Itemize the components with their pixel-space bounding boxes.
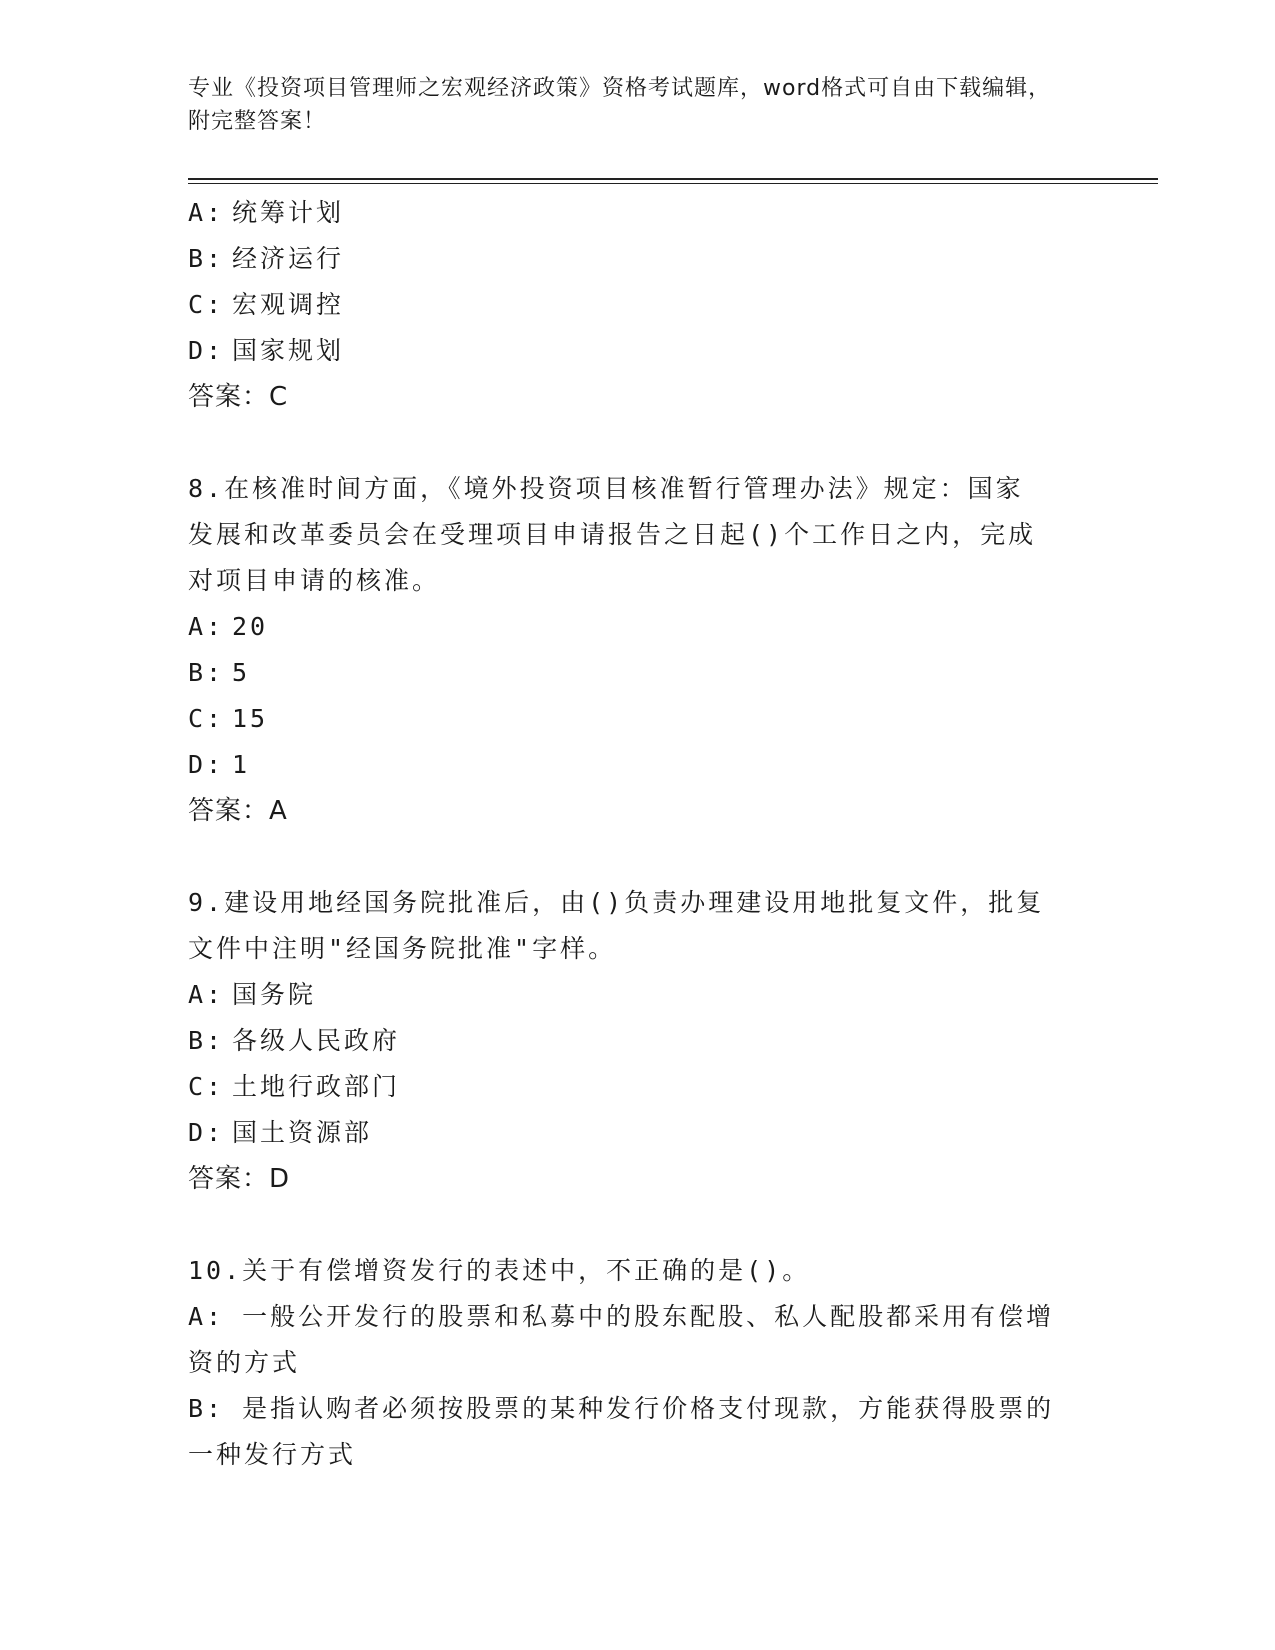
- option-c: C: 15: [188, 704, 269, 733]
- option-a: A: 国务院: [188, 980, 317, 1009]
- header-rule-thick: [188, 178, 1158, 180]
- option-a: A: 20: [188, 612, 269, 641]
- spacer: [188, 420, 1088, 466]
- question-10: [188, 1248, 1088, 1478]
- question-8: [188, 466, 1088, 834]
- answer-line: 答案：A: [188, 796, 288, 826]
- header-rule-thin: [188, 183, 1158, 184]
- question-text-line: 文件中注明"经国务院批准"字样。: [188, 934, 617, 963]
- option-b: B: 各级人民政府: [188, 1026, 401, 1055]
- question-text-line: 10.关于有偿增资发行的表述中，不正确的是()。: [188, 1256, 811, 1285]
- question-content: [188, 190, 1088, 1478]
- question-text-line: 8.在核准时间方面，《境外投资项目核准暂行管理办法》规定：国家: [188, 474, 1024, 503]
- option-c: C: 土地行政部门: [188, 1072, 401, 1101]
- question-text-line: 发展和改革委员会在受理项目申请报告之日起()个工作日之内，完成: [188, 520, 1037, 549]
- question-text-line: 9.建设用地经国务院批准后，由()负责办理建设用地批复文件，批复: [188, 888, 1045, 917]
- spacer: [188, 834, 1088, 880]
- option-a-line: 资的方式: [188, 1348, 301, 1377]
- document-header: 专业《投资项目管理师之宏观经济政策》资格考试题库，word格式可自由下载编辑，附完整答案！: [188, 76, 1052, 134]
- question-9: [188, 880, 1088, 1202]
- option-a: A: 统筹计划: [188, 198, 345, 227]
- option-b: B: 经济运行: [188, 244, 345, 273]
- option-b-line: 一种发行方式: [188, 1440, 357, 1469]
- question-7: [188, 190, 1088, 420]
- option-a-line: A: 一般公开发行的股票和私募中的股东配股、私人配股都采用有偿增: [188, 1302, 1055, 1331]
- option-c: C: 宏观调控: [188, 290, 345, 319]
- spacer: [188, 1202, 1088, 1248]
- answer-line: 答案：D: [188, 1164, 291, 1194]
- option-b-line: B: 是指认购者必须按股票的某种发行价格支付现款，方能获得股票的: [188, 1394, 1055, 1423]
- option-d: D: 国土资源部: [188, 1118, 373, 1147]
- option-b: B: 5: [188, 658, 251, 687]
- option-d: D: 1: [188, 750, 251, 779]
- answer-line: 答案：C: [188, 382, 289, 412]
- option-d: D: 国家规划: [188, 336, 345, 365]
- question-text-line: 对项目申请的核准。: [188, 566, 441, 595]
